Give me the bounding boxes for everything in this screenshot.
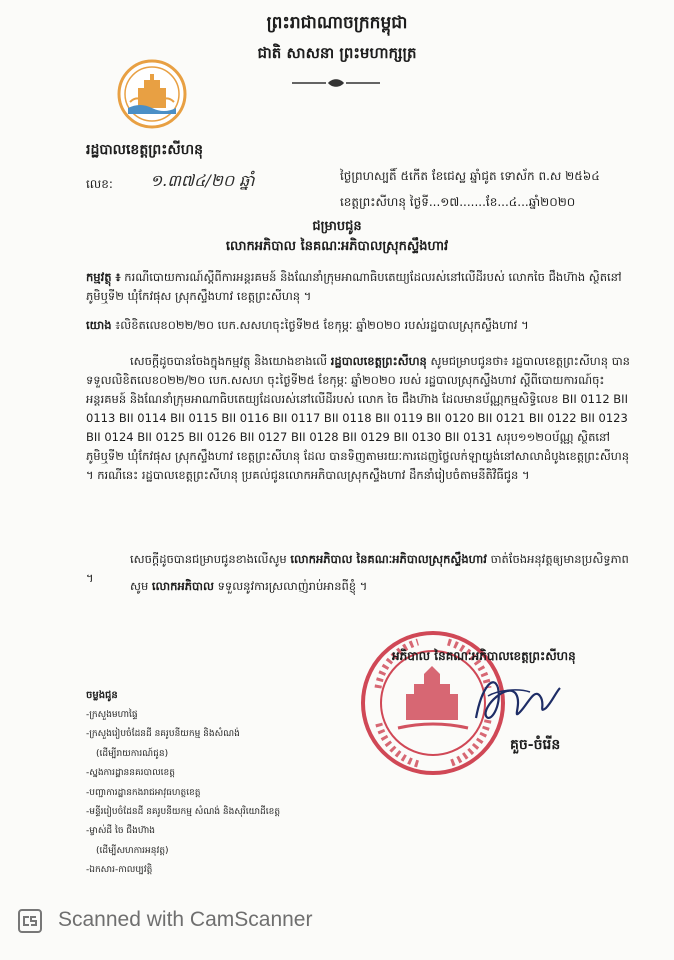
issuing-authority: រដ្ឋបាលខេត្តព្រះសីហនុ (86, 142, 203, 158)
signatory-name: គួច-ចំរើន (510, 737, 561, 753)
reference-block (86, 316, 634, 335)
body-paragraph-3 (86, 577, 634, 596)
cc-item: -ក្រសួងមហាផ្ទៃ (86, 710, 138, 720)
cc-item: -ម្ចាស់ដី ចៃ ជឹងហ៊ាង (86, 826, 155, 837)
reference-label: យោង (86, 318, 112, 332)
body-p2-bold: លោកអភិបាល នៃគណៈអភិបាលស្រុកស្ទឹងហាវ (290, 552, 487, 566)
signatory-title: អភិបាល នៃគណៈអភិបាលខេត្តព្រះសីហនុ (392, 649, 576, 663)
cc-item: -មន្ទីររៀបចំដែនដី នគរូបនីយកម្ម សំណង់ និងសុរិយោដីខេត្ត (86, 807, 281, 818)
camscanner-text: Scanned with CamScanner (58, 908, 313, 931)
cc-item: -បញ្ជាការដ្ឋានកងរាជអាវុធហត្ថខេត្ត (86, 787, 201, 798)
cc-item: -ក្រសួងរៀបចំដែនដី នគរូបនីយកម្ម និងសំណង់ (86, 729, 240, 740)
cc-list (86, 706, 280, 881)
letter-number-label: លេខ: (86, 177, 113, 191)
subject-text: ករណីបោយការណ៍ស្តីពីការអន្តរគមន៍ និងណែនាំក្រុមអាណាធិបតេយ្យដែលរស់នៅលើដីរបស់ លោកចៃ ជឹងហ៊ាង ស្ថិតនៅភូមិឬទី២ ឃុំកែវផុស ស្រុកស្ទឹងហាវ ខេត្តព្រះសីហនុ ។ (86, 270, 622, 303)
date-solar: ខេត្តព្រះសីហនុ ថ្ងៃទី...១៧.......ខែ...៤...ឆ្នាំ២០២០ (340, 195, 576, 209)
cc-heading: ចម្លងជូន (86, 690, 118, 701)
body-p2-start: សេចក្តីដូចបានជម្រាបជូនខាងលើសូម (130, 552, 291, 566)
body-p3-rest: ទទួលនូវការស្រលាញ់រាប់អានពីខ្ញុំ ។ (213, 579, 368, 593)
ornament-divider (290, 78, 382, 88)
body-p3-start: សូម (130, 579, 152, 593)
body-p1-bold: រដ្ឋបាលខេត្តព្រះសីហនុ (330, 354, 427, 368)
cc-item: -ស្នងការដ្ឋាននគរបាលខេត្ត (86, 768, 175, 779)
national-motto: ជាតិ សាសនា ព្រះមហាក្សត្រ (257, 44, 417, 62)
body-p2-rest: ចាត់ចែងអនុវត្តឲ្យមានប្រសិទ្ធភាព ។ (86, 552, 629, 585)
camscanner-logo-icon (18, 909, 42, 933)
cc-item: -ឯកសារ-កាលប្បវត្តិ (86, 865, 153, 876)
cc-item: (ដើម្បីសហការអនុវត្ត) (96, 845, 169, 856)
handwritten-signature (468, 666, 564, 736)
send-to-label: ជម្រាបជូន (312, 219, 362, 234)
letter-number-value: ១.៣៧៤/២០ ឆ្នាំ (150, 171, 255, 190)
recipient-title: លោកអភិបាល នៃគណៈអភិបាលស្រុកស្ទឹងហាវ (225, 239, 449, 254)
body-p1-rest: សូមជម្រាបជូនថា៖ រដ្ឋបាលខេត្តព្រះសីហនុ បានទទួលលិខិតលេខ០២២/២០ បេក.សសហ ចុះថ្ងៃទី២៥ ខែកុម្ភៈ ឆ្នាំ២០២០ របស់ រដ្ឋបាលស្រុកស្ទឹងហាវ ស្តីពីបោយការណ៍ចុះអន្តរគមន៍ និងណែនាំក្រុមអាណាធិបតេយ្យដែលរស់នៅលើដីរបស់ លោក ចៃ ជឹងហ៊ាង ដែលមានប័ណ្ណកម្មសិទ្ធិលេខ BII 0112 BII 0113 BII 0114 BII 0115 BII 0116 BII 0117 BII 0118 BII 0119 BII 0120 BII 0121 BII 0122 BII 0123 BII 0124 BII 0125 BII 0126 BII 0127 BII 0128 BII 0129 BII 0130 BII 0131 សរុប១១២០ប័ណ្ណ ស្ថិតនៅភូមិឬទី២ ឃុំកែវផុស ស្រុកស្ទឹងហាវ ខេត្តព្រះសីហនុ ដែល បានទិញតាមរយៈការដេញថ្លៃលក់ឡាយ្លង់នៅសាលាដំបូងខេត្តព្រះសីហនុ ។ ករណីនេះ រដ្ឋបាលខេត្តព្រះសីហនុ ប្រគល់ជូនលោកអភិបាលស្រុកស្ទឹងហាវ ដឹកនាំរៀបចំតាមនីតិវិធីជូន ។ (86, 354, 630, 482)
subject-label: កម្មវត្ថុ ៖ (86, 270, 121, 284)
date-lunar: ថ្ងៃព្រហស្បតិ៍ ៥កើត ខែជេស្ឋ ឆ្នាំជូត ទោស័ក ព.ស ២៥៦៤ (340, 169, 600, 183)
reference-text: ៖លិខិតលេខ០២២/២០ បេក.សសហចុះថ្ងៃទី២៥ ខែកុម្ភៈ ឆ្នាំ២០២០ របស់រដ្ឋបាលស្រុកស្ទឹងហាវ ។ (115, 318, 529, 332)
kingdom-heading: ព្រះរាជាណាចក្រកម្ពុជា (266, 13, 408, 33)
subject-block (86, 268, 634, 306)
body-p1-start: សេចក្តីដូចបានចែងក្នុងកម្មវត្ថុ និងយោងខាងលើ (130, 354, 331, 368)
provincial-seal-logo (116, 58, 188, 130)
cc-item: (ដើម្បីរាយការណ៍ជូន) (96, 748, 169, 759)
body-paragraph-1 (86, 352, 634, 485)
body-p3-bold: លោកអភិបាល (151, 579, 214, 593)
